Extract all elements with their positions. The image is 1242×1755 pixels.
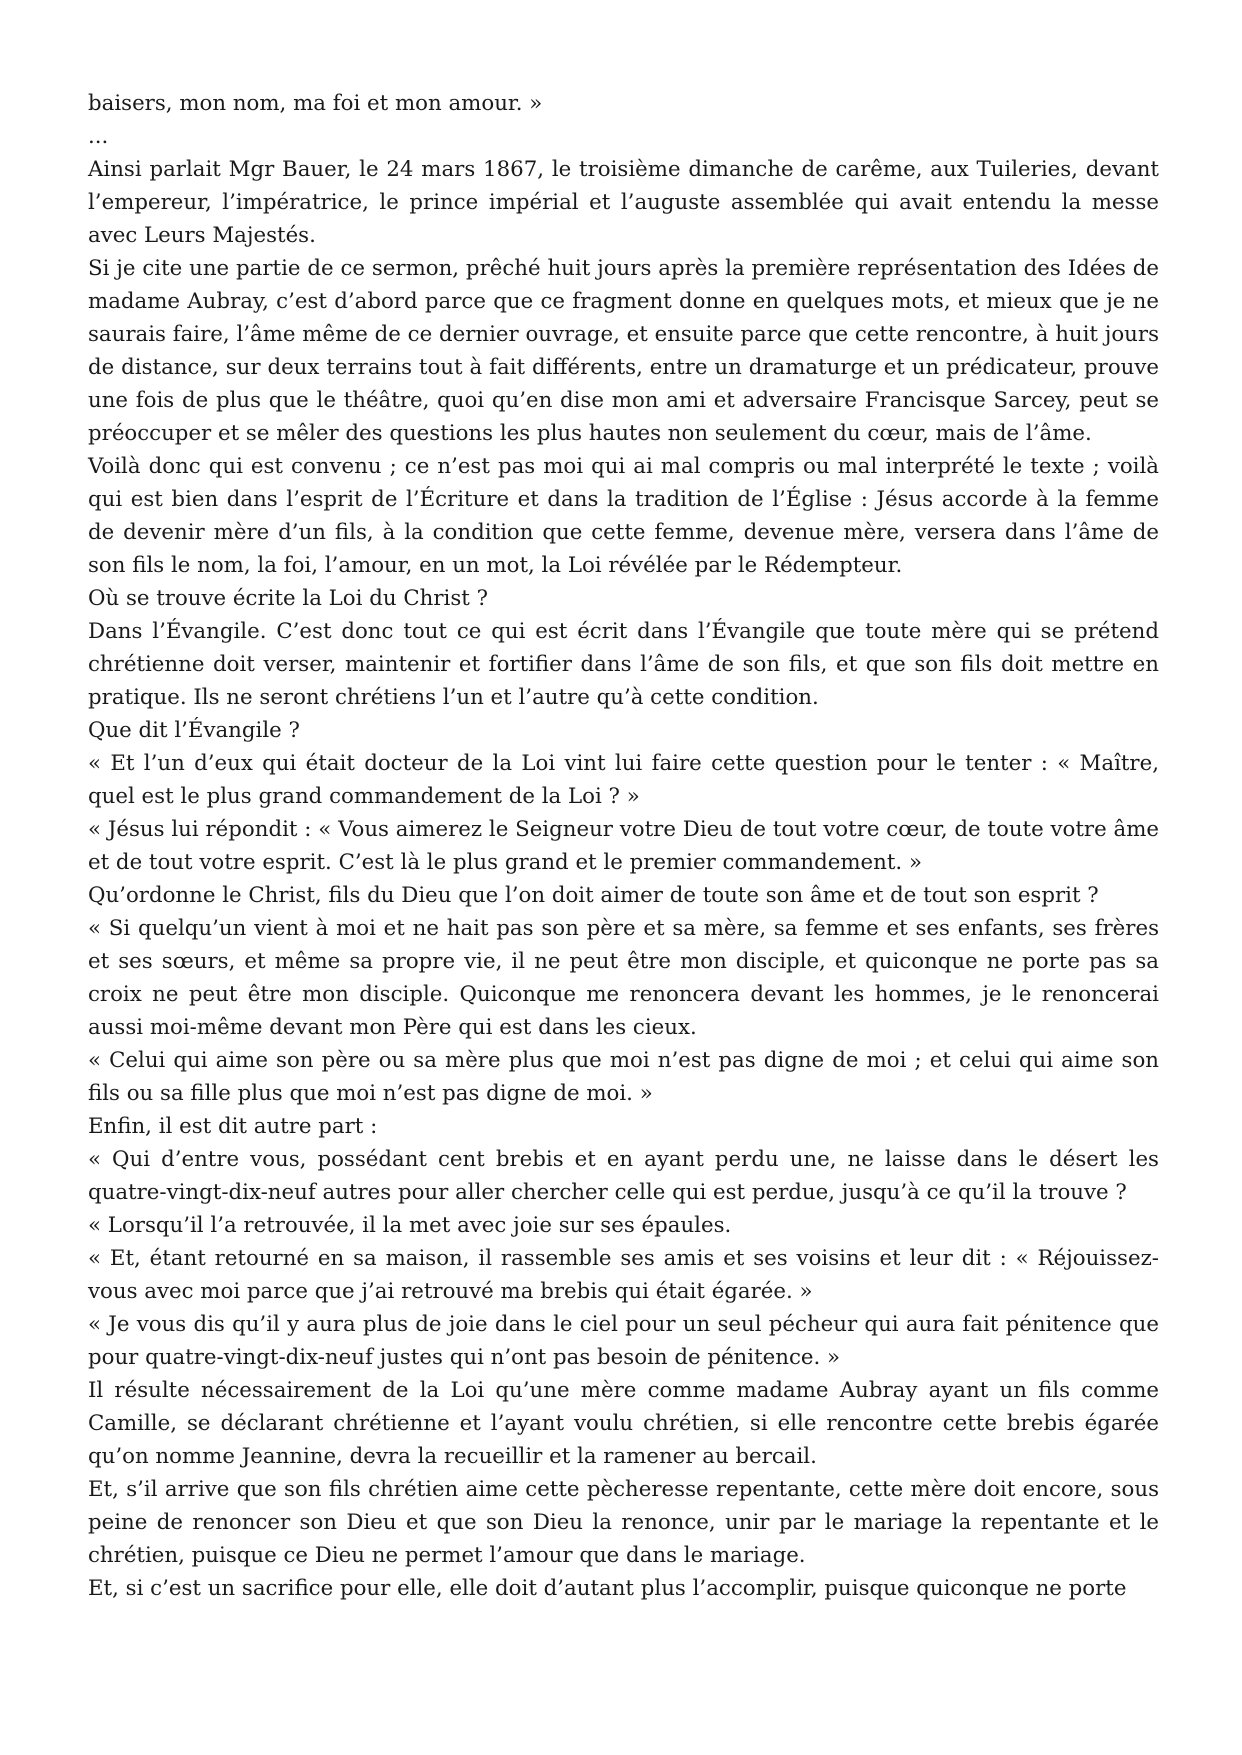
paragraph: « Celui qui aime son père ou sa mère plus que moi n’est pas digne de moi ; et celui qui aime son fils ou sa fille plus que moi n’est pas digne de moi. » — [88, 1048, 1159, 1106]
paragraph: Qu’ordonne le Christ, fils du Dieu que l’on doit aimer de toute son âme et de tout son esprit ? — [88, 883, 1099, 908]
paragraph: « Si quelqu’un vient à moi et ne hait pas son père et sa mère, sa femme et ses enfants, ses frères et ses sœurs, et même sa propre vie, il ne peut être mon disciple, et quiconque ne porte pas sa croix ne peut être mon disciple. Quiconque me renoncera devant les hommes, je le renoncerai aussi moi-même devant mon Père qui est dans les cieux. — [88, 916, 1159, 1040]
paragraph: Il résulte nécessairement de la Loi qu’une mère comme madame Aubray ayant un fils comme Camille, se déclarant chrétienne et l’ayant voulu chrétien, si elle rencontre cette brebis égarée qu’on nomme Jeannine, devra la recueillir et la ramener au bercail. — [88, 1378, 1159, 1469]
document-page — [88, 87, 1159, 1605]
paragraph: Que dit l’Évangile ? — [88, 718, 300, 743]
paragraph: Et, s’il arrive que son fils chrétien aime cette pècheresse repentante, cette mère doit encore, sous peine de renoncer son Dieu et que son Dieu la renonce, unir par le mariage la repentante et le chrétien, puisque ce Dieu ne permet l’amour que dans le mariage. — [88, 1477, 1159, 1568]
paragraph: Ainsi parlait Mgr Bauer, le 24 mars 1867, le troisième dimanche de carême, aux Tuileries, devant l’empereur, l’impératrice, le prince impérial et l’auguste assemblée qui avait entendu la messe avec Leurs Majestés. — [88, 157, 1159, 248]
paragraph: Si je cite une partie de ce sermon, prêché huit jours après la première représentation des Idées de madame Aubray, c’est d’abord parce que ce fragment donne en quelques mots, et mieux que je ne saurais faire, l’âme même de ce dernier ouvrage, et ensuite parce que cette rencontre, à huit jours de distance, sur deux terrains tout à fait différents, entre un dramaturge et un prédicateur, prouve une fois de plus que le théâtre, quoi qu’en dise mon ami et adversaire Francisque Sarcey, peut se préoccuper et se mêler des questions les plus hautes non seulement du cœur, mais de l’âme. — [88, 256, 1160, 446]
paragraph: Voilà donc qui est convenu ; ce n’est pas moi qui ai mal compris ou mal interprété le texte ; voilà qui est bien dans l’esprit de l’Écriture et dans la tradition de l’Église : Jésus accorde à la femme de devenir mère d’un fils, à la condition que cette femme, devenue mère, versera dans l’âme de son fils le nom, la foi, l’amour, en un mot, la Loi révélée par le Rédempteur. — [88, 454, 1159, 578]
paragraph: « Et, étant retourné en sa maison, il rassemble ses amis et ses voisins et leur dit : « Réjouissez-vous avec moi parce que j’ai retrouvé ma brebis qui était égarée. » — [88, 1246, 1159, 1304]
paragraph: ... — [88, 124, 109, 149]
paragraph: Dans l’Évangile. C’est donc tout ce qui est écrit dans l’Évangile que toute mère qui se prétend chrétienne doit verser, maintenir et fortifier dans l’âme de son fils, et que son fils doit mettre en pratique. Ils ne seront chrétiens l’un et l’autre qu’à cette condition. — [88, 619, 1159, 710]
paragraph: Où se trouve écrite la Loi du Christ ? — [88, 586, 489, 611]
paragraph: « Lorsqu’il l’a retrouvée, il la met avec joie sur ses épaules. — [88, 1213, 732, 1238]
paragraph: Et, si c’est un sacrifice pour elle, elle doit d’autant plus l’accomplir, puisque quiconque ne porte — [88, 1576, 1127, 1601]
paragraph: « Jésus lui répondit : « Vous aimerez le Seigneur votre Dieu de tout votre cœur, de toute votre âme et de tout votre esprit. C’est là le plus grand et le premier commandement. » — [88, 817, 1159, 875]
paragraph: « Et l’un d’eux qui était docteur de la Loi vint lui faire cette question pour le tenter : « Maître, quel est le plus grand commandement de la Loi ? » — [88, 751, 1159, 809]
paragraph: baisers, mon nom, ma foi et mon amour. » — [88, 91, 543, 116]
paragraph: Enfin, il est dit autre part : — [88, 1114, 378, 1139]
paragraph: « Je vous dis qu’il y aura plus de joie dans le ciel pour un seul pécheur qui aura fait pénitence que pour quatre-vingt-dix-neuf justes qui n’ont pas besoin de pénitence. » — [88, 1312, 1159, 1370]
paragraph: « Qui d’entre vous, possédant cent brebis et en ayant perdu une, ne laisse dans le désert les quatre-vingt-dix-neuf autres pour aller chercher celle qui est perdue, jusqu’à ce qu’il la trouve ? — [88, 1147, 1159, 1205]
